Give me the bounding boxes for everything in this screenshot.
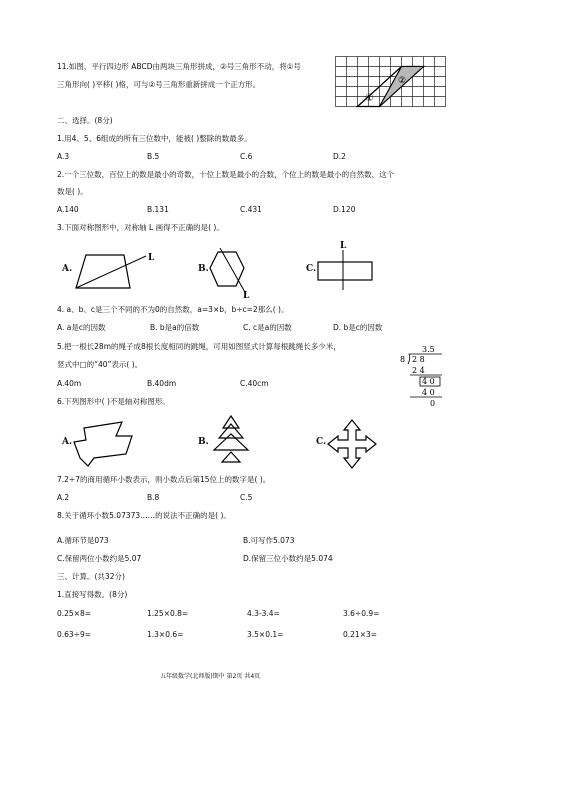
q4-option-c: C. c是a的因数 xyxy=(243,323,292,332)
division-row4: 0 xyxy=(430,399,436,408)
calc-r2c2: 1.3×0.6= xyxy=(147,630,184,639)
q3-hexagon-figure xyxy=(210,246,256,300)
division-row2: 4 0 xyxy=(422,377,435,386)
q7-option-c: C.5 xyxy=(240,493,253,502)
q6-tree-shape xyxy=(210,414,252,466)
q4-option-d: D. b是c的因数 xyxy=(333,323,383,332)
q11-line2: 三角形向( )平移( )格，可与②号三角形重新拼成一个正方形。 xyxy=(57,80,261,89)
q7-option-a: A.2 xyxy=(57,493,70,502)
q2-stem-line2: 数是( )。 xyxy=(57,187,88,196)
section3-title: 三、计算。(共32分) xyxy=(57,572,125,581)
q4-option-a: A. a是c的因数 xyxy=(57,323,106,332)
q3-label-a: A. xyxy=(62,264,73,274)
q5-option-a: A.40m xyxy=(57,379,82,388)
q8-stem: 8.关于循环小数5.07373……的说法不正确的是( )。 xyxy=(57,511,231,520)
division-divisor: 8 xyxy=(400,355,406,364)
q2-option-c: C.431 xyxy=(240,205,262,214)
q2-stem-line1: 2.一个三位数，百位上的数是最小的奇数，十位上数是最小的合数，个位上的数是最小的自然数，这个 xyxy=(57,170,395,179)
q11-grid-figure xyxy=(335,56,447,108)
division-row3: 4 0 xyxy=(422,388,435,397)
calc-r2c1: 0.63÷9= xyxy=(57,630,92,639)
q6-label-c: C. xyxy=(316,437,327,447)
q1-option-c: C.6 xyxy=(240,152,253,161)
calc-r2c3: 3.5×0.1= xyxy=(247,630,284,639)
q4-stem: 4. a、b、c是三个不同的不为0的自然数，a=3×b，b÷c=2那么( )。 xyxy=(57,305,289,314)
triangle-1-label: ① xyxy=(365,93,374,104)
q4-option-b: B. b是a的倍数 xyxy=(150,323,200,332)
q2-option-a: A.140 xyxy=(57,205,79,214)
q6-four-arrows-shape xyxy=(326,418,378,470)
q3-axis-c: L xyxy=(340,241,347,251)
q3-rectangle-figure xyxy=(318,240,374,292)
q1-stem: 1.用4、5、6组成的所有三位数中，能被( )整除的数最多。 xyxy=(57,134,252,143)
q6-label-b: B. xyxy=(198,437,209,447)
division-row1: 2 4 xyxy=(412,366,425,375)
q5-stem-line1: 5.把一根长28m的绳子成8根长度相同的跳绳，可用如图竖式计算每根跳绳长多少米， xyxy=(57,342,341,351)
calc-r2c4: 0.21×3= xyxy=(343,630,378,639)
q8-option-c: C.保留两位小数约是5.07 xyxy=(57,554,142,563)
q8-option-a: A.循环节是073 xyxy=(57,536,109,545)
q6-stem: 6.下列图形中( )不是轴对称图形。 xyxy=(57,397,170,406)
calc-r1c4: 3.6÷0.9= xyxy=(343,609,380,618)
q3-label-c: C. xyxy=(306,264,317,274)
q5-option-c: C.40cm xyxy=(240,379,269,388)
calc-r1c3: 4.3-3.4= xyxy=(247,609,280,618)
q1-option-b: B.5 xyxy=(147,152,160,161)
q2-option-b: B.131 xyxy=(147,205,169,214)
section3-sub1: 1.直接写得数。(8分) xyxy=(57,590,128,599)
calc-r1c1: 0.25×8= xyxy=(57,609,92,618)
q5-option-b: B.40dm xyxy=(147,379,177,388)
q6-label-a: A. xyxy=(62,437,73,447)
division-quotient: 3.5 xyxy=(422,345,435,354)
triangle-2-label: ② xyxy=(398,76,407,86)
q1-option-d: D.2 xyxy=(333,152,346,161)
q7-stem: 7.2÷7的商用循环小数表示，则小数点后第15位上的数字是( )。 xyxy=(57,475,271,484)
q3-label-b: B. xyxy=(198,264,209,274)
q5-stem-line2: 竖式中□的“40”表示( )。 xyxy=(57,360,143,369)
q8-option-b: B.可写作5.073 xyxy=(243,536,295,545)
q11-line1: 11.如图，平行四边形 ABCD由两块三角形拼成，②号三角形不动，将①号 xyxy=(57,62,301,71)
q1-option-a: A.3 xyxy=(57,152,70,161)
q7-option-b: B.8 xyxy=(147,493,160,502)
q3-axis-b: L xyxy=(243,291,250,301)
q2-option-d: D.120 xyxy=(333,205,356,214)
q3-stem: 3.下面对称图形中，对称轴 L 画得不正确的是( )。 xyxy=(57,223,224,232)
section2-title: 二、选择。(8分) xyxy=(57,116,113,125)
grid-lines xyxy=(336,57,446,107)
division-dividend: 2 8 xyxy=(412,355,425,364)
q3-axis-a: L xyxy=(148,253,155,263)
q3-trapezoid-figure xyxy=(76,250,166,292)
calc-r1c2: 1.25×0.8= xyxy=(147,609,189,618)
page-footer: 五年级数学(北师版)期中 第2页 共4页 xyxy=(160,673,261,680)
q6-irregular-shape xyxy=(72,420,134,468)
q5-long-division xyxy=(398,344,448,410)
q8-option-d: D.保留三位小数约是5.074 xyxy=(243,554,333,563)
